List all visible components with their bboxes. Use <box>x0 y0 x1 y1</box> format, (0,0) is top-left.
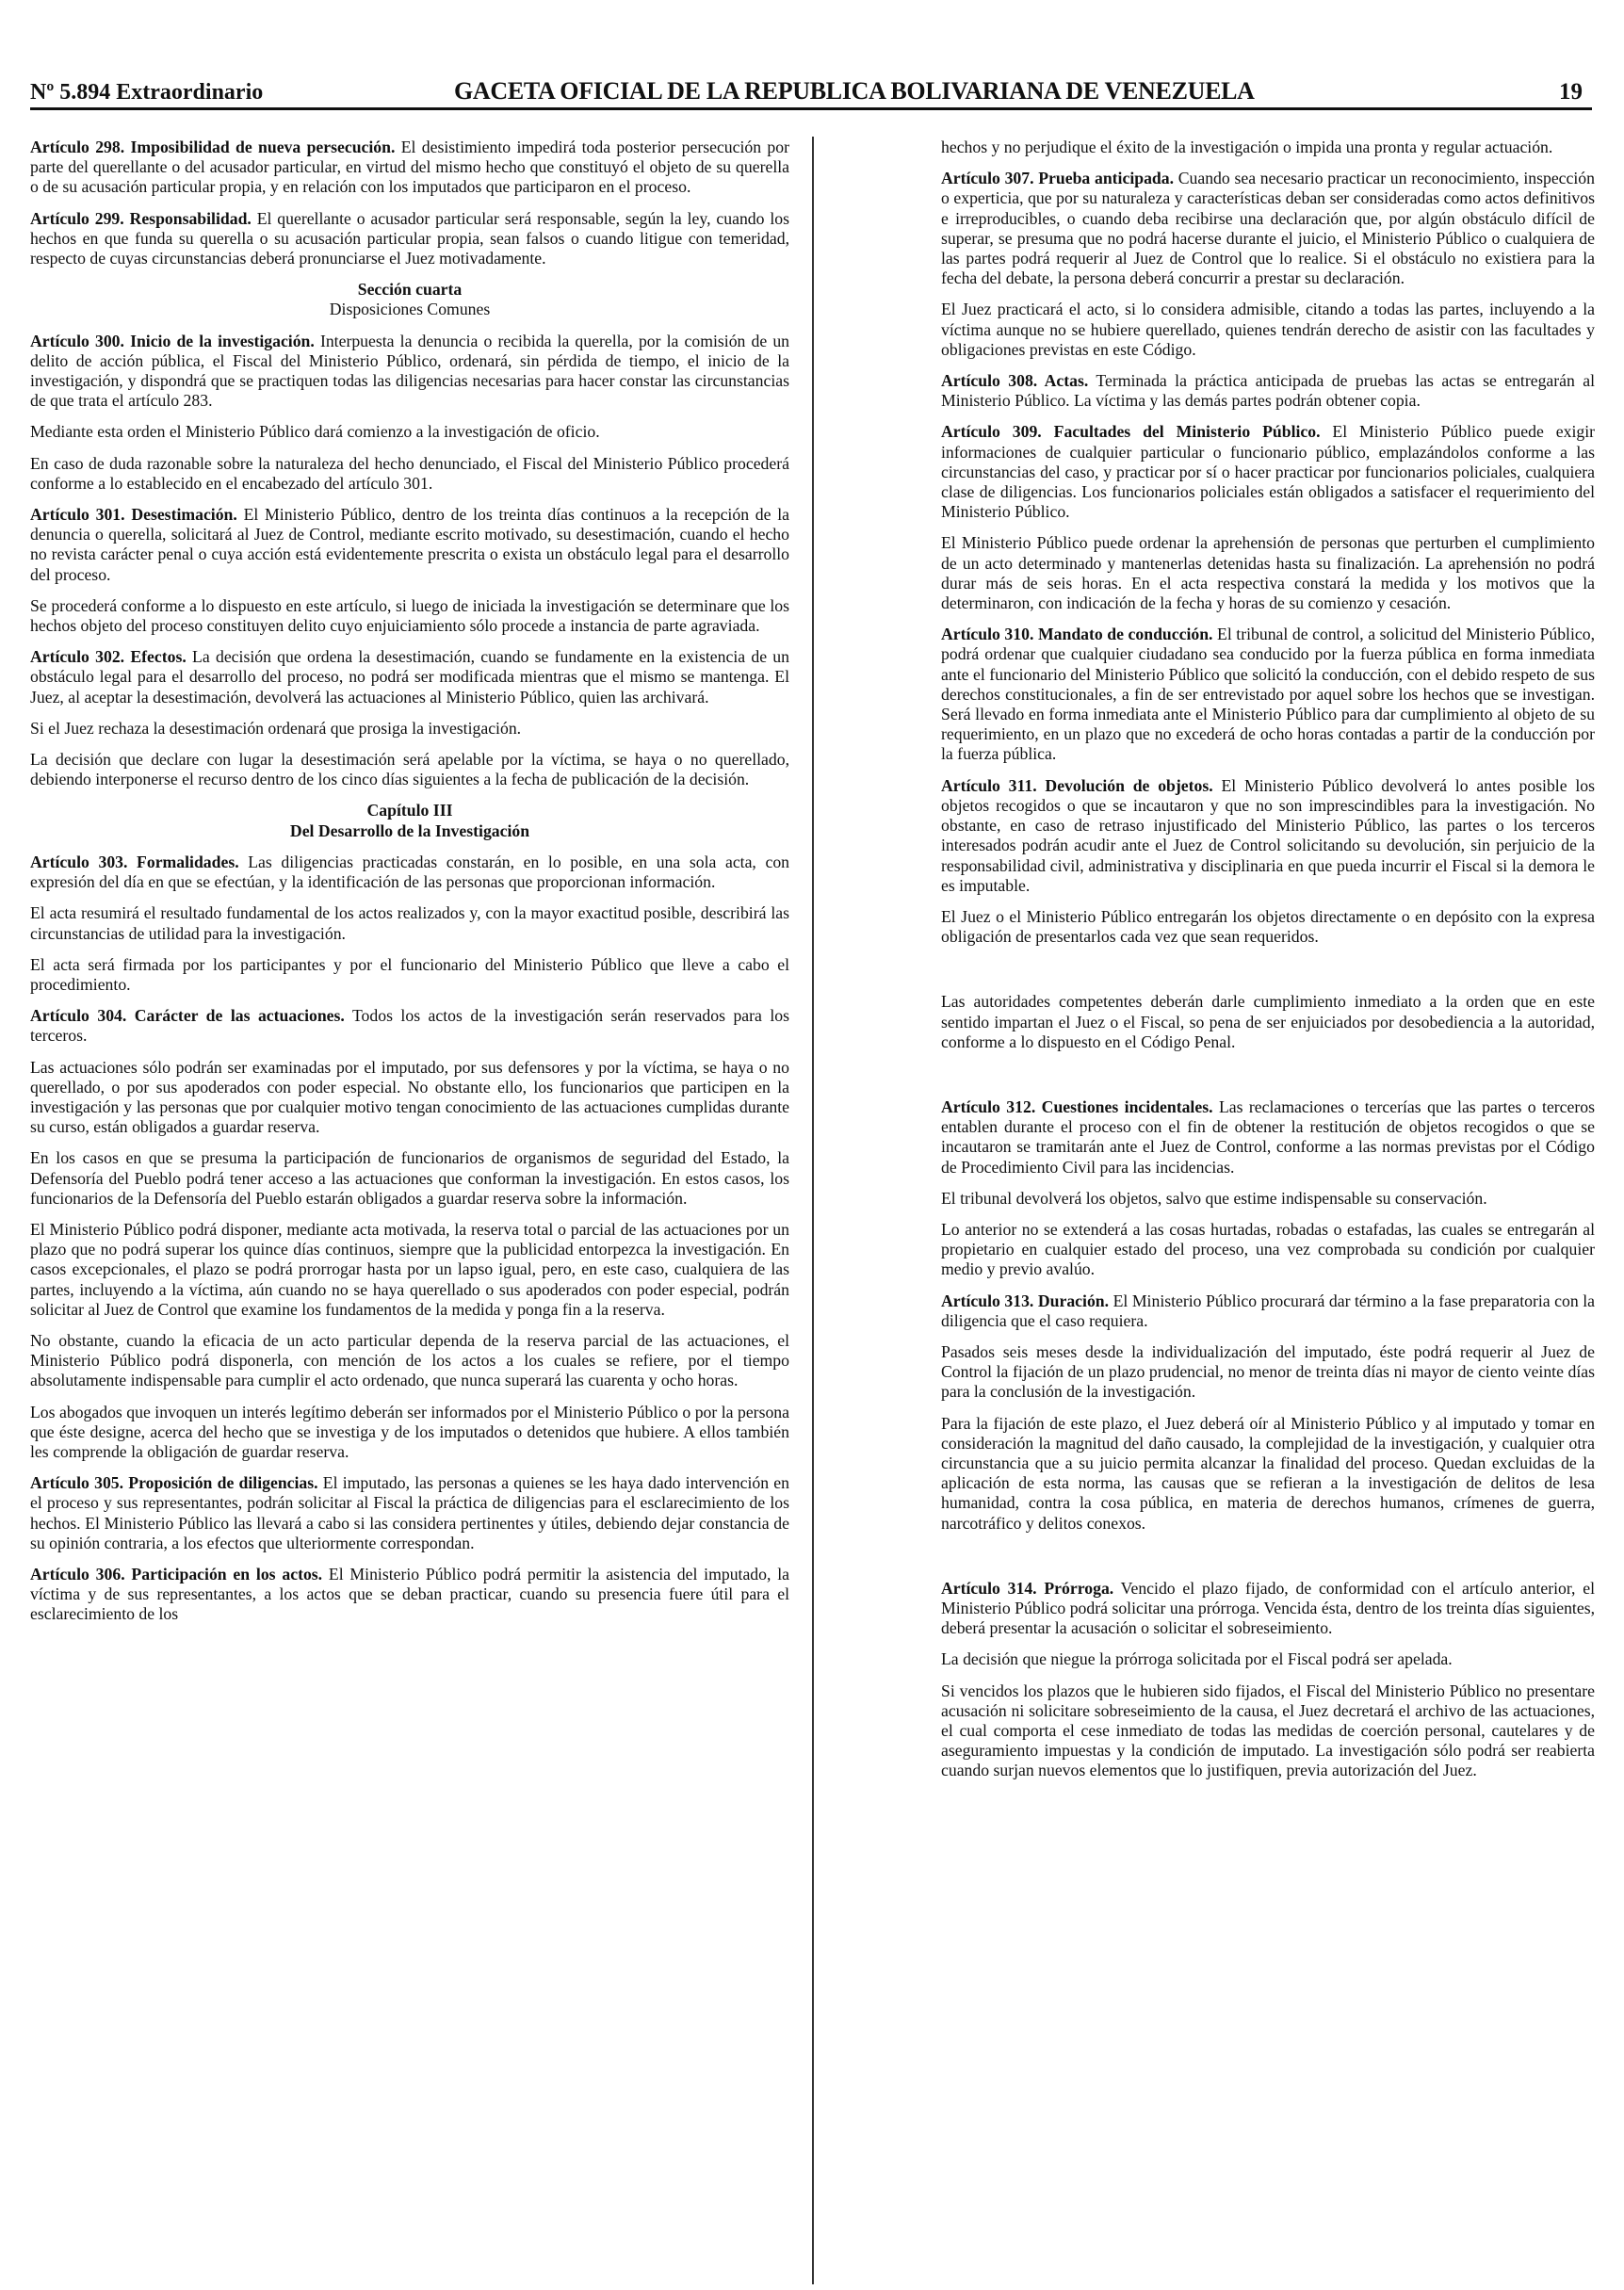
article-304-paragraph: Los abogados que invoquen un interés legítimo deberán ser informados por el Ministerio Público o por la persona que éste designe, acerca del hecho que se investiga y de los imputados o detenidos que hubiere. A ellos también les comprende la obligación de guardar reserva. <box>30 1402 789 1461</box>
issue-number: Nº 5.894 Extraordinario <box>30 80 264 105</box>
article-303: Artículo 303. Formalidades. Las diligencias practicadas constarán, en lo posible, en una sola acta, con expresión del día en que se efectúan, y la identificación de las personas que proporcionan información. <box>30 852 790 892</box>
article-304: Artículo 304. Carácter de las actuaciones. Todos los actos de la investigación serán reservados para los terceros. <box>30 1006 789 1046</box>
article-312: Artículo 312. Cuestiones incidentales. Las reclamaciones o tercerías que las partes o terceros entablen durante el proceso con el fin de obtener la restitución de objetos recogidos o que se incautaron se tramitarán ante el Juez de Control, conforme a las normas previstas por el Código de Procedimiento Civil para las incidencias. <box>941 1096 1595 1177</box>
article-314-paragraph: La decisión que niegue la prórroga solicitada por el Fiscal podrá ser apelada. <box>941 1649 1453 1669</box>
article-302: Artículo 302. Efectos. La decisión que ordena la desestimación, cuando se fundamente en la existencia de un obstáculo legal para el desarrollo del proceso, no podrá ser modificada mientras que el mismo se mantenga. El Juez, al aceptar la desestimación, devolverá las actuaciones al Ministerio Público, quien las archivará. <box>30 647 789 706</box>
article-298: Artículo 298. Imposibilidad de nueva persecución. El desistimiento impedirá toda posterior persecución por parte del querellante o del acusador particular, en virtud del mismo hecho que constituyó el objeto de su querella o de su acusación particular propia, y en relación con los imputados que participaron en el proceso. <box>30 138 790 197</box>
article-308: Artículo 308. Actas. Terminada la práctica anticipada de pruebas las actas se entregarán al Ministerio Público. La víctima y las demás partes podrán obtener copia. <box>941 371 1596 411</box>
article-302-paragraph: La decisión que declare con lugar la desestimación será apelable por la víctima, se haya o no querellado, debiendo interponerse el recurso dentro de los cinco días siguientes a la fecha de publicación de la decisión. <box>30 750 789 789</box>
article-306-continuation: hechos y no perjudique el éxito de la investigación o impida una pronta y regular actuación. <box>941 138 1553 156</box>
article-300-paragraph: En caso de duda razonable sobre la naturaleza del hecho denunciado, el Fiscal del Ministerio Público procederá conforme a lo establecido en el encabezado del artículo 301. <box>30 453 789 493</box>
article-309-paragraph: El Ministerio Público puede ordenar la aprehensión de personas que perturben el cumplimiento de un acto determinado y mantenerlas detenidas hasta su finalización. La aprehensión no podrá durar más de seis horas. En el acta respectiva constará la medida y los motivos que la determinaron, con indicación de la fecha y horas de su comienzo y cesación. <box>941 533 1595 613</box>
article-311: Artículo 311. Devolución de objetos. El Ministerio Público devolverá lo antes posible los objetos recogidos o que se incautaron y que no son imprescindibles para la investigación. No obstante, en caso de retraso injustificado del Ministerio Público, las partes o los terceros interesados podrán acudir ante el Juez de Control solicitando su devolución, sin perjuicio de la responsabilidad civil, administrativa y disciplinaria en que pueda incurrir el Fiscal si la demora le es imputable. <box>941 775 1596 895</box>
article-304-paragraph: En los casos en que se presuma la participación de funcionarios de organismos de seguridad del Estado, la Defensoría del Pueblo podrá tener acceso a las actuaciones que conforman la investigación. En estos casos, los funcionarios de la Defensoría del Pueblo estarán obligados a guardar reserva sobre la información. <box>30 1148 789 1208</box>
left-column <box>30 138 789 1636</box>
article-301: Artículo 301. Desestimación. El Ministerio Público, dentro de los treinta días continuos a la recepción de la denuncia o querella, solicitará al Juez de Control, mediante escrito motivado, su desestimación, cuando el hecho no revista carácter penal o cuya acción está evidentemente prescrita o exista un obstáculo legal para el desarrollo del proceso. <box>30 505 789 584</box>
article-304-paragraph: No obstante, cuando la eficacia de un acto particular dependa de la reserva parcial de las actuaciones, el Ministerio Público podrá disponerla, con mención de los actos a los cuales se refiere, por el tiempo absolutamente indispensable para cumplir el acto ordenado, que nunca superará las cuarenta y ocho horas. <box>30 1330 789 1390</box>
article-312-paragraph: El tribunal devolverá los objetos, salvo que estime indispensable su conservación. <box>941 1188 1487 1208</box>
article-299: Artículo 299. Responsabilidad. El querellante o acusador particular será responsable, según la ley, cuando los hechos en que funda su querella o su acusación particular propia, sean falsos o cuando litigue con temeridad, respecto de cuyas circunstancias deberá pronunciarse el Juez motivadamente. <box>30 208 789 268</box>
article-307-paragraph: El Juez practicará el acto, si lo considera admisible, citando a todas las partes, incluyendo a la víctima aunque no se hubiere querellado, quienes tendrán derecho de asistir con las facultades y obligaciones previstas en este Código. <box>941 300 1595 359</box>
article-314-paragraph: Si vencidos los plazos que le hubieren sido fijados, el Fiscal del Ministerio Público no presentare acusación ni solicitare sobreseimiento de la causa, el Juez decretará el archivo de las actuaciones, el cual comporta el cese inmediato de todas las medidas de coerción personal, cautelares y de aseguramiento impuestas y la condición de imputado. La investigación sólo podrá ser reabierta cuando surjan nuevos elementos que lo justifiquen, previa autorización del Juez. <box>941 1681 1595 1780</box>
article-304-paragraph: El Ministerio Público podrá disponer, mediante acta motivada, la reserva total o parcial de las actuaciones por un plazo que no podrá superar los quince días continuos, siempre que la publicidad entorpezca la investigación. En casos excepcionales, el plazo se podrá prorrogar hasta por un lapso igual, pero, en este caso, cualquiera de las partes, incluyendo a la víctima, aún cuando no se haya querellado o sus apoderados con poder especial, podrán solicitar al Juez de Control que examine los fundamentos de la medida y ponga fin a la reserva. <box>30 1219 789 1319</box>
gazette-title: GACETA OFICIAL DE LA REPUBLICA BOLIVARIANA DE VENEZUELA <box>454 77 1255 105</box>
article-313-paragraph: Para la fijación de este plazo, el Juez deberá oír al Ministerio Público y al imputado y tomar en consideración la magnitud del daño causado, la complejidad de la investigación, y cualquier otra circunstancia que a su juicio permita alcanzar la finalidad del proceso. Quedan excluidas de la aplicación de esta norma, las causas que se refieran a la investigación de delitos de lesa humanidad, contra la cosa pública, en materia de derechos humanos, crímenes de guerra, narcotráfico y delitos conexos. <box>941 1413 1595 1533</box>
article-305: Artículo 305. Proposición de diligencias. El imputado, las personas a quienes se les haya dado intervención en el proceso y sus representantes, podrán solicitar al Fiscal la práctica de diligencias para el esclarecimiento de los hechos. El Ministerio Público las llevará a cabo si las considera pertinentes y útiles, debiendo dejar constancia de su opinión contraria, a los efectos que ulteriormente correspondan. <box>30 1473 789 1552</box>
article-301-paragraph: Se procederá conforme a lo dispuesto en este artículo, si luego de iniciada la investigación se determinare que los hechos objeto del proceso constituyen delito cuyo enjuiciamiento sólo procede a instancia de parte agraviada. <box>30 595 789 636</box>
section-heading: Sección cuarta Disposiciones Comunes <box>329 280 491 319</box>
article-306: Artículo 306. Participación en los actos. El Ministerio Público podrá permitir la asistencia del imputado, la víctima y de sus representantes, a los actos que se deban practicar, cuando su presencia fuere útil para el esclarecimiento de los <box>30 1564 789 1624</box>
article-314: Artículo 314. Prórroga. Vencido el plazo fijado, de conformidad con el artículo anterior, el Ministerio Público podrá solicitar una prórroga. Vencida ésta, dentro de los treinta días siguientes, deberá presentar la acusación o solicitar el sobreseimiento. <box>941 1578 1595 1638</box>
article-307: Artículo 307. Prueba anticipada. Cuando sea necesario practicar un reconocimiento, inspección o experticia, que por su naturaleza y características deban ser consideradas como actos definitivos e irreproducibles, o cuando deba recibirse una declaración que, por algún obstáculo difícil de superar, se presuma que no podrá hacerse durante el juicio, el Ministerio Público o cualquiera de las partes podrá requerir al Juez de Control que lo realice. Si el obstáculo no existiera para la fecha del debate, la persona deberá concurrir a prestar su declaración. <box>941 169 1595 288</box>
column-divider <box>812 137 814 2284</box>
article-304-paragraph: Las actuaciones sólo podrán ser examinadas por el imputado, por sus defensores y por la víctima, se haya o no querellado, o por sus apoderados con poder especial. No obstante ello, los funcionarios que participen en la investigación y las personas que por cualquier motivo tengan conocimiento de las actuaciones cumplidas durante su curso, están obligados a guardar reserva. <box>30 1057 789 1137</box>
article-310: Artículo 310. Mandato de conducción. El tribunal de control, a solicitud del Ministerio Público, podrá ordenar que cualquier ciudadano sea conducido por la fuerza pública en forma inmediata ante el funcionario del Ministerio Público que solicitó la conducción, con el debido respeto de sus derechos constitucionales, a fin de ser entrevistado por aquel sobre los hechos que se investigan. Será llevado en forma inmediata ante el Ministerio Público para dar cumplimiento al objeto de su requerimiento, en un plazo que no excederá de ocho horas contadas a partir de la conducción por la fuerza pública. <box>941 625 1595 764</box>
spacer <box>941 958 1595 992</box>
article-303-paragraph: El acta será firmada por los participantes y por el funcionario del Ministerio Público que lleve a cabo el procedimiento. <box>30 954 789 994</box>
article-313-paragraph: Pasados seis meses desde la individualización del imputado, éste podrá requerir al Juez de Control la fijación de un plazo prudencial, no menor de treinta días ni mayor de ciento veinte días para la conclusión de la investigación. <box>941 1341 1595 1402</box>
article-309: Artículo 309. Facultades del Ministerio Público. El Ministerio Público puede exigir informaciones de cualquier particular o funcionario público, emplazándolos conforme a las circunstancias del caso, y practicar por sí o hacer practicar por funcionarios policiales, cualquiera clase de diligencias. Los funcionarios policiales están obligados a satisfacer el requerimiento del Ministerio Público. <box>941 422 1596 522</box>
chapter-heading: Capítulo III Del Desarrollo de la Investigación <box>289 801 530 840</box>
page-number: 19 <box>1559 79 1583 105</box>
article-313: Artículo 313. Duración. El Ministerio Público procurará dar término a la fase preparatoria con la diligencia que el caso requiera. <box>941 1291 1596 1330</box>
right-column <box>941 138 1595 1793</box>
article-312-paragraph: Lo anterior no se extenderá a las cosas hurtadas, robadas o estafadas, las cuales se entregarán al propietario en cualquier estado del proceso, una vez comprobada su condición por cualquier medio y previo avalúo. <box>941 1219 1595 1279</box>
article-302-paragraph: Si el Juez rechaza la desestimación ordenará que prosiga la investigación. <box>30 718 522 738</box>
spacer <box>941 1545 1595 1579</box>
article-311-paragraph: Las autoridades competentes deberán darle cumplimiento inmediato a la orden que en este sentido impartan el Juez o el Fiscal, so pena de ser enjuiciados por desobediencia a la autoridad, conforme a lo dispuesto en el Código Penal. <box>941 992 1595 1051</box>
article-300: Artículo 300. Inicio de la investigación. Interpuesta la denuncia o recibida la querella, por la comisión de un delito de acción pública, el Fiscal del Ministerio Público, ordenará, sin pérdida de tiempo, el inicio de la investigación, y dispondrá que se practiquen todas las diligencias necesarias para hacer constar las circunstancias de que trata el artículo 283. <box>30 331 790 411</box>
spacer <box>941 1064 1595 1097</box>
page-header <box>30 73 1592 110</box>
article-303-paragraph: El acta resumirá el resultado fundamental de los actos realizados y, con la mayor exactitud posible, describirá las circunstancias de utilidad para la investigación. <box>30 903 789 943</box>
article-300-paragraph: Mediante esta orden el Ministerio Público dará comienzo a la investigación de oficio. <box>30 422 600 442</box>
article-311-paragraph: El Juez o el Ministerio Público entregarán los objetos directamente o en depósito con la expresa obligación de presentarlos cada vez que sean requeridos. <box>941 906 1595 947</box>
